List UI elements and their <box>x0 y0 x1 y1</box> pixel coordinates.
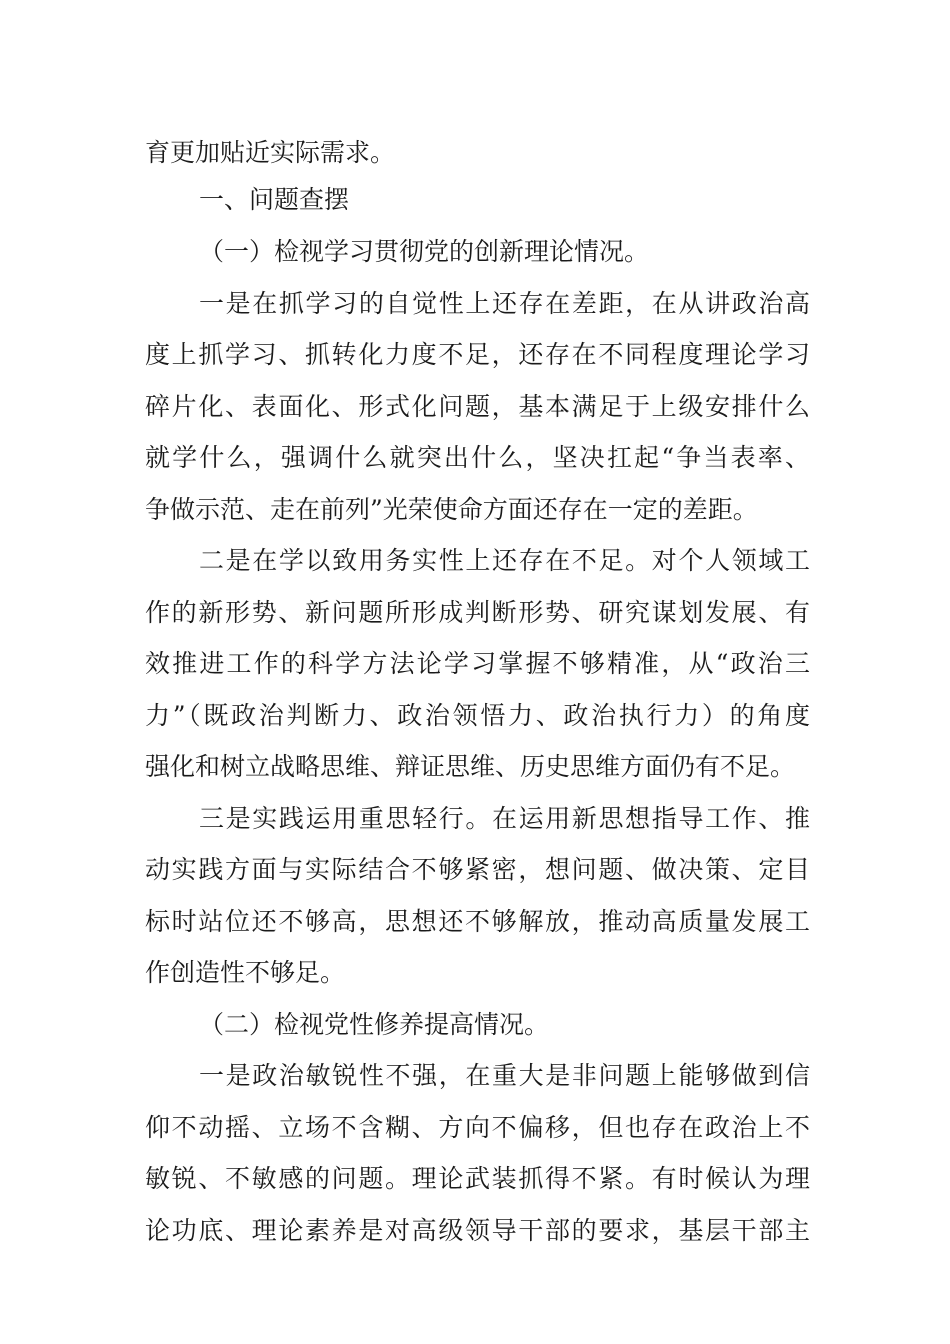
paragraph-3-line-3: 标时站位还不够高，思想还不够解放，推动高质量发展工 <box>145 907 810 936</box>
paragraph-4-line-1: 一是政治敏锐性不强，在重大是非问题上能够做到信 <box>199 1061 810 1090</box>
subsection-heading-2: （二）检视党性修养提高情况。 <box>199 1010 550 1039</box>
paragraph-2-line-1: 二是在学以致用务实性上还存在不足。对个人领域工 <box>199 546 810 575</box>
section-heading: 一、问题查摆 <box>199 185 350 214</box>
text-line-1: 育更加贴近实际需求。 <box>145 138 396 167</box>
subsection-heading-1: （一）检视学习贯彻党的创新理论情况。 <box>199 237 650 266</box>
paragraph-3-line-1: 三是实践运用重思轻行。在运用新思想指导工作、推 <box>199 804 810 833</box>
paragraph-1-line-1: 一是在抓学习的自觉性上还存在差距，在从讲政治高 <box>199 289 810 318</box>
paragraph-3-line-2: 动实践方面与实际结合不够紧密，想问题、做决策、定目 <box>145 855 810 884</box>
paragraph-1-line-4: 就学什么，强调什么就突出什么，坚决扛起“争当表率、 <box>145 443 810 472</box>
paragraph-2-line-5: 强化和树立战略思维、辩证思维、历史思维方面仍有不足。 <box>145 752 796 781</box>
paragraph-1-line-5: 争做示范、走在前列”光荣使命方面还存在一定的差距。 <box>145 495 758 524</box>
paragraph-3-line-4: 作创造性不够足。 <box>145 958 346 987</box>
paragraph-2-line-2: 作的新形势、新问题所形成判断形势、研究谋划发展、有 <box>145 598 810 627</box>
paragraph-1-line-2: 度上抓学习、抓转化力度不足，还存在不同程度理论学习 <box>145 340 810 369</box>
paragraph-2-line-3: 效推进工作的科学方法论学习掌握不够精准，从“政治三 <box>145 649 810 678</box>
paragraph-2-line-4: 力”（既政治判断力、政治领悟力、政治执行力）的角度 <box>145 701 810 730</box>
paragraph-4-line-2: 仰不动摇、立场不含糊、方向不偏移，但也存在政治上不 <box>145 1113 810 1142</box>
paragraph-1-line-3: 碎片化、表面化、形式化问题，基本满足于上级安排什么 <box>145 392 810 421</box>
paragraph-4-line-4: 论功底、理论素养是对高级领导干部的要求，基层干部主 <box>145 1216 810 1245</box>
paragraph-4-line-3: 敏锐、不敏感的问题。理论武装抓得不紧。有时候认为理 <box>145 1164 810 1193</box>
